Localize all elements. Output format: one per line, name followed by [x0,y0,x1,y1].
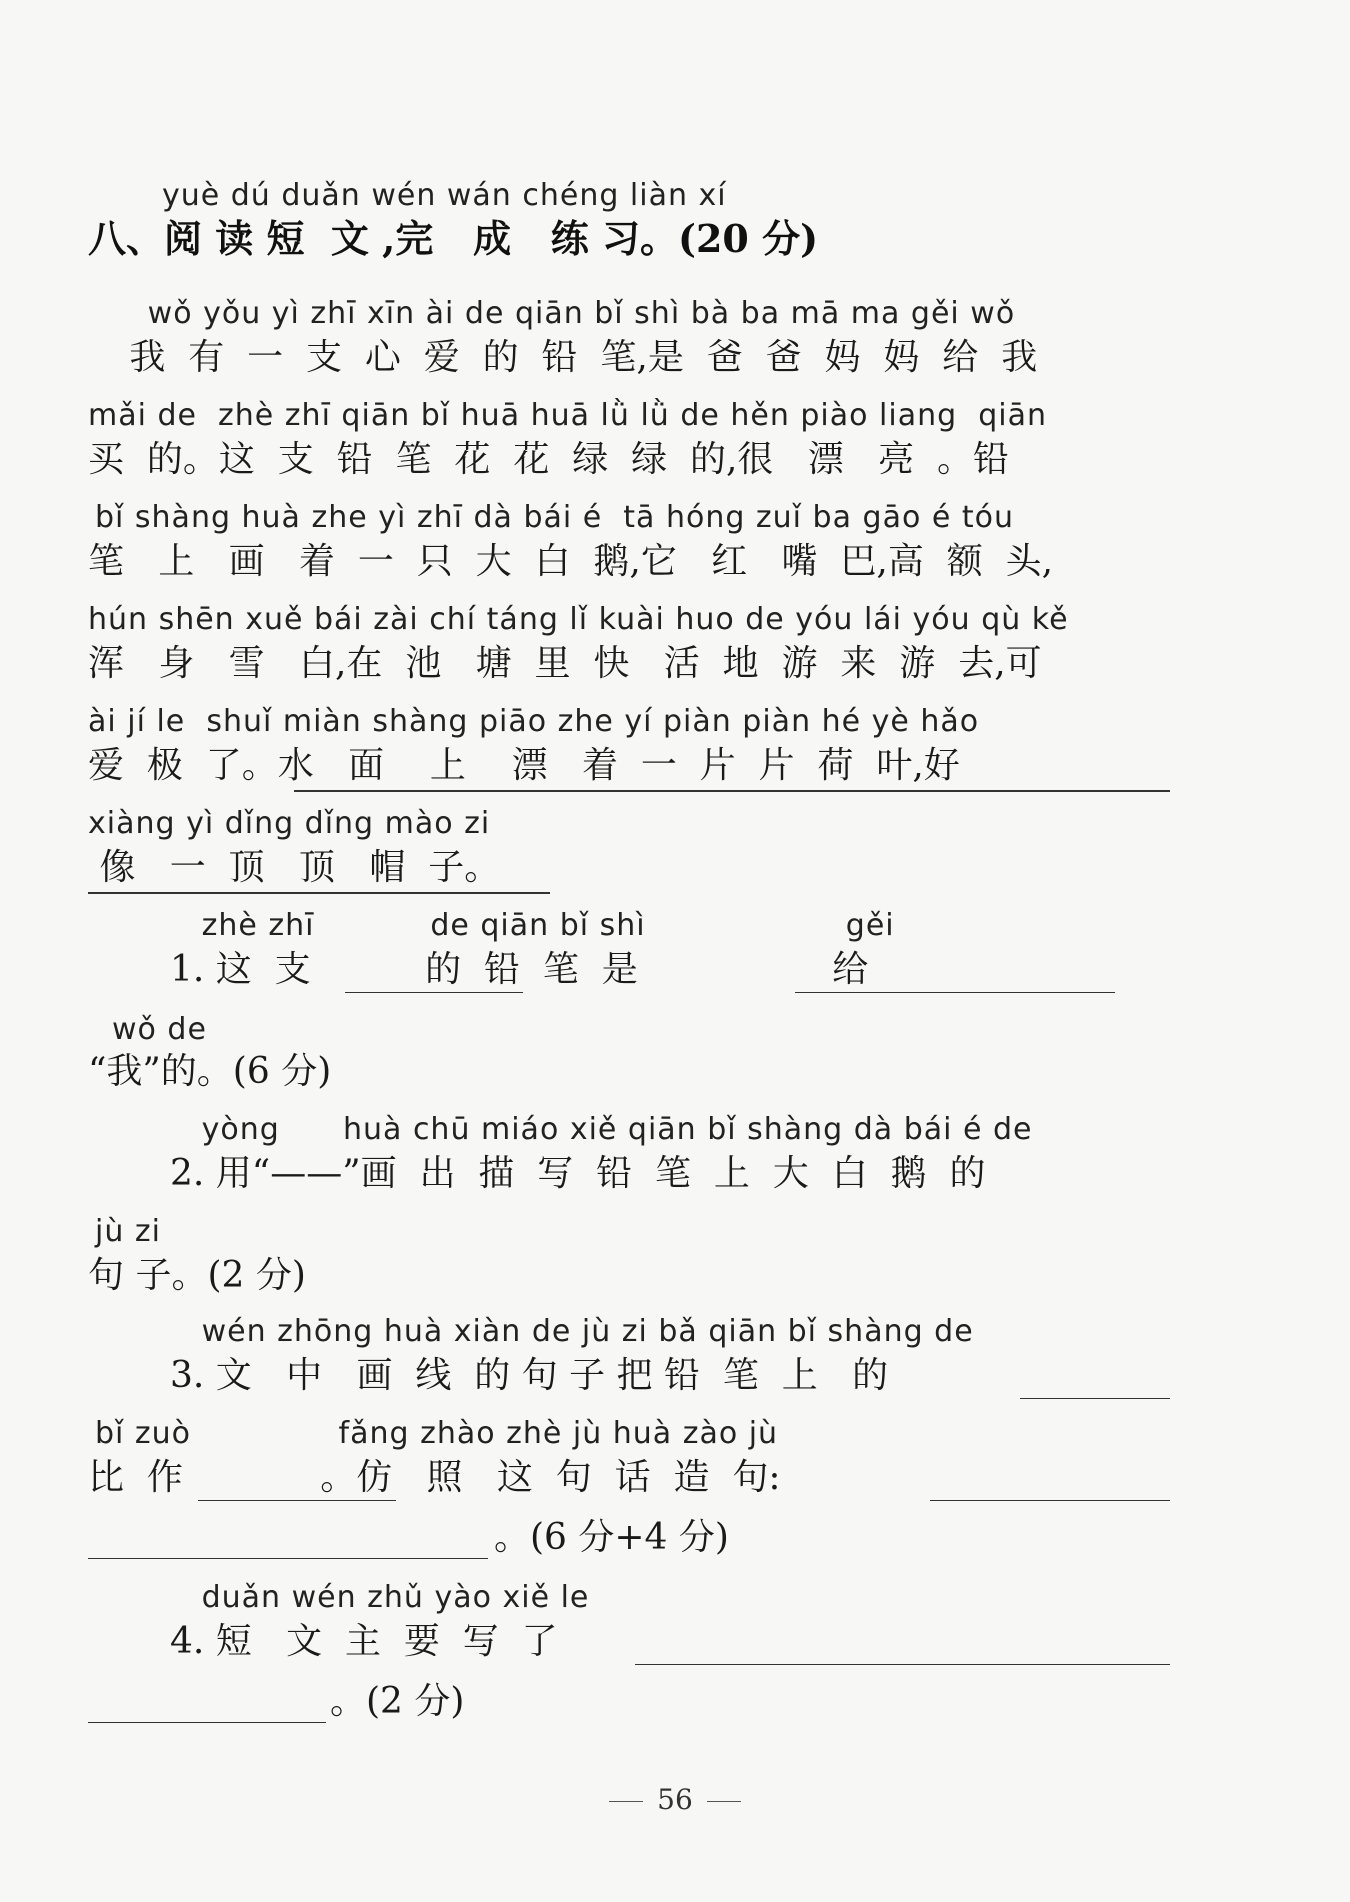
question-pinyin: duǎn wén zhǔ yào xiě le [170,1580,590,1615]
answer-blank[interactable] [930,1500,1170,1501]
answer-blank[interactable] [635,1664,1170,1665]
answer-blank[interactable] [198,1500,396,1501]
passage-pinyin-line: wǒ yǒu yì zhī xīn ài de qiān bǐ shì bà ba mā ma gěi wǒ [95,296,1016,331]
question-text: 4. 短 文 主 要 写 了 [170,1621,558,1662]
answer-blank[interactable] [1020,1398,1170,1399]
passage-text-line: 笔 上 画 着 一 只 大 白 鹅,它 红 嘴 巴,高 额 头, [88,541,1054,582]
question-text: “我”的。(6 分) [88,1051,332,1092]
underline-sentence [294,790,1170,792]
question-pinyin: yòng huà chū miáo xiě qiān bǐ shàng dà bái é de [170,1112,1033,1147]
question-text: 句 子。(2 分) [88,1255,306,1296]
answer-blank[interactable] [795,992,1115,993]
answer-blank[interactable] [345,992,523,993]
question-pinyin: zhè zhī de qiān bǐ shì gěi [170,908,895,943]
passage-pinyin-line: ài jí le shuǐ miàn shàng piāo zhe yí piàn piàn hé yè hǎo [88,704,980,739]
question-text: 3. 文 中 画 线 的 句 子 把 铅 笔 上 的 [170,1355,889,1396]
passage-pinyin-line: hún shēn xuě bái zài chí táng lǐ kuài huo de yóu lái yóu qù kě [88,602,1069,637]
dash-right [707,1801,741,1802]
question-text: 。(6 分+4 分) [494,1517,729,1558]
passage-pinyin-line: bǐ shàng huà zhe yì zhī dà bái é tā hóng zuǐ ba gāo é tóu [95,500,1014,535]
question-text: 。(2 分) [330,1681,465,1722]
question-pinyin: wén zhōng huà xiàn de jù zi bǎ qiān bǐ shàng de [170,1314,974,1349]
passage-text-line: 我 有 一 支 心 爱 的 铅 笔,是 爸 爸 妈 妈 给 我 [95,337,1038,378]
dash-left [609,1801,643,1802]
passage-pinyin-line: xiàng yì dǐng dǐng mào zi [88,806,491,841]
passage-pinyin-line: mǎi de zhè zhī qiān bǐ huā huā lǜ lǜ de hěn piào liang qiān [88,398,1047,433]
page-number-value: 56 [657,1783,693,1816]
answer-blank[interactable] [88,1558,488,1559]
question-text: 比 作 。仿 照 这 句 话 造 句: [88,1457,781,1498]
question-text: 1. 这 支 的 铅 笔 是 给 [170,949,869,990]
section-title: 八、阅 读 短 文 ,完 成 练 习。(20 分) [88,216,819,261]
passage-text-line: 买 的。这 支 铅 笔 花 花 绿 绿 的,很 漂 亮 。铅 [88,439,1009,480]
passage-text-line: 爱 极 了。水 面 上 漂 着 一 片 片 荷 叶,好 [88,745,960,786]
page-number [0,1783,1350,1816]
question-text: 2. 用“——”画 出 描 写 铅 笔 上 大 白 鹅 的 [170,1153,986,1194]
question-pinyin: wǒ de [112,1012,207,1047]
answer-blank[interactable] [88,1722,326,1723]
underline-sentence [88,892,550,894]
passage-text-line: 浑 身 雪 白,在 池 塘 里 快 活 地 游 来 游 去,可 [88,643,1042,684]
question-pinyin: jù zi [95,1214,161,1249]
question-pinyin: bǐ zuò fǎng zhào zhè jù huà zào jù [95,1416,779,1451]
section-title-pinyin: yuè dú duǎn wén wán chéng liàn xí [162,178,727,213]
passage-text-line: 像 一 顶 顶 帽 子。 [88,847,501,888]
